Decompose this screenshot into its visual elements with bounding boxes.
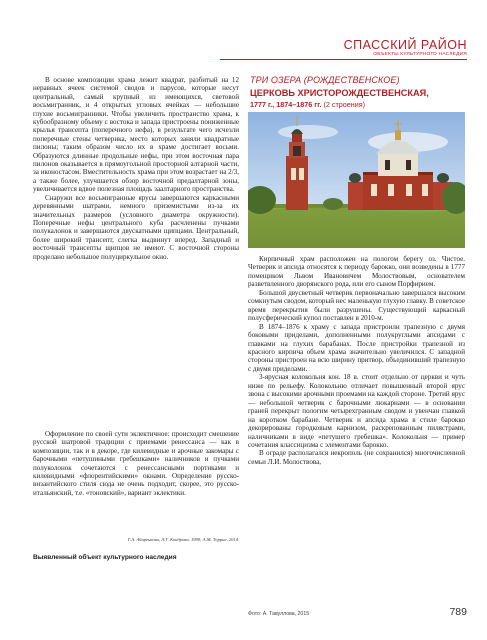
header-divider (220, 59, 467, 60)
paragraph: Снаружи все восьмигранные ярусы завершаются каркасными деревянными шатрами, немного приземистыми из-за их значительных размеров (условного диаметра окружности). Поперечные нефы центрального куба расчленены пучками полукалонок и завершаются двускатными щипцами. Центральный, более широкий трансепт, слегка выдвинут вперед. Западный и восточный трансепты щипцов не имеют. С восточной стороны проделано небольшое полуциркульное окно. (33, 193, 239, 261)
church-date (250, 100, 365, 109)
left-column-top (33, 76, 239, 261)
right-column (248, 255, 465, 466)
page-number: 789 (449, 606, 467, 618)
paragraph: В ограде располагался некрополь (не сохранился) многочисленной семьи Л.И. Молоствова, (248, 449, 465, 466)
paragraph: В 1874–1876 к храму с запада пристроили трапезную с двумя боковыми приделами, дополненными полукруглыми апсидами с главками на глухих барабанах. После пристройки трапезной из красного кирпича объем храма значительно увеличился. С западной стороны пристроен на всю ширину притвор, объединивший трапезную с двумя приделами. (248, 322, 465, 373)
section-title: СПАССКИЙ РАЙОН (343, 38, 467, 52)
church-photo (248, 112, 465, 248)
section-subtitle: ОБЪЕКТЫ КУЛЬТУРНОГО НАСЛЕДИЯ (373, 52, 467, 57)
paragraph: В основе композиции храма лежит квадрат, разбитый на 12 неравных ячеек системой сводов и парусов, которые несут центральный, самый крупный из имеющихся, световой восьмигранник, и 4 открытых угловых ячейках — небольшие глухие восьмигранники. Чтобы увеличить пространство храма, к кубообразному объему с востока и запада пристроены пониженные крылья трансепта (поперечного нефа), в результате чего исчезли поперечные стены четверика, место которых заняли квадратные пилоны; таким образом число их в храме достигает восьми. Образуются длинные продольные нефы, при этом восточная пара пилонов оказывается в прямоугольной просторной алтарной части, за иконостасом. Вместительность храма при этом возрастает на 2/3, а также более, улучшается обзор восточной предалтарной зоны, увеличивается вдвое полезная площадь заалтарного пространства. (33, 76, 239, 194)
place-heading: ТРИ ОЗЕРА (РОЖДЕСТВЕНСКОЕ) (250, 75, 400, 85)
church-heading: ЦЕРКОВЬ ХРИСТОРОЖДЕСТВЕНСКАЯ, (250, 88, 429, 98)
paragraph: Большой двусветный четверик первоначально завершался высоким сомкнутым сводом, который нес маленькую глухую главку. В советское время перекрытия были разрушены. Существующий каркасный полусферический купол поставлен в 2010-м. (248, 288, 465, 323)
date-main: 1777 г., 1874–1876 гг. (250, 100, 322, 109)
heritage-status-label: Выявленный объект культурного наследия (33, 554, 177, 561)
author-caption: Г.А. Абаренкова, Л.Г. Кондрова, 1999; А.М. Торрие, 2014 (127, 537, 238, 542)
paragraph: Кирпичный храм расположен на пологом берегу оз. Чистое. Четверик и апсида относятся к периоду барокко, они возведены в 1777 помещиком Львом Ивановичем Молоствовым, основателем разветвленного дворянского рода, или его сыном Порфирием. (248, 255, 465, 289)
date-note: (2 строения) (321, 100, 366, 109)
paragraph: Оформление по своей сути эклектичное: происходит смешение русской шатровой традиции с приемами ренессанса — как в композиции, так и в декоре, где килевидные и арочные закомары с барочными «петушиными гребешками» наличников и пучками полуколонок сочетаются с ренессансными портиками и килевидными «флорентийскими» окнами. Определение русско-византийского стиля сюда не очень подходит, скорее, это русско-итальянский, т.е. «тоновский», вариант эклектики. (33, 430, 239, 497)
left-column-bottom (33, 430, 239, 497)
photo-credit: Фото: А. Тавуллова, 2015 (248, 611, 310, 617)
paragraph: 3-ярусная колокольня кон. 18 в. стоит отдельно от церкви и чуть ниже по рельефу. Колокольню отличает повышенный второй ярус звона с высокими арочными проемами на каждой стороне. Третий ярус — небольшой четверик с барочными люкарнами — в основании граней перекрыт пологим четырехгранным сводом и увенчан главкой на коротком барабане. Четверик и апсида храма в стиле барокко декорированы городковым карнизом, раскрепованным пилястрами, наличниками в виде «петушего гребешка». Колокольня — пример сочетания классицизма с элементами барокко. (248, 373, 465, 449)
